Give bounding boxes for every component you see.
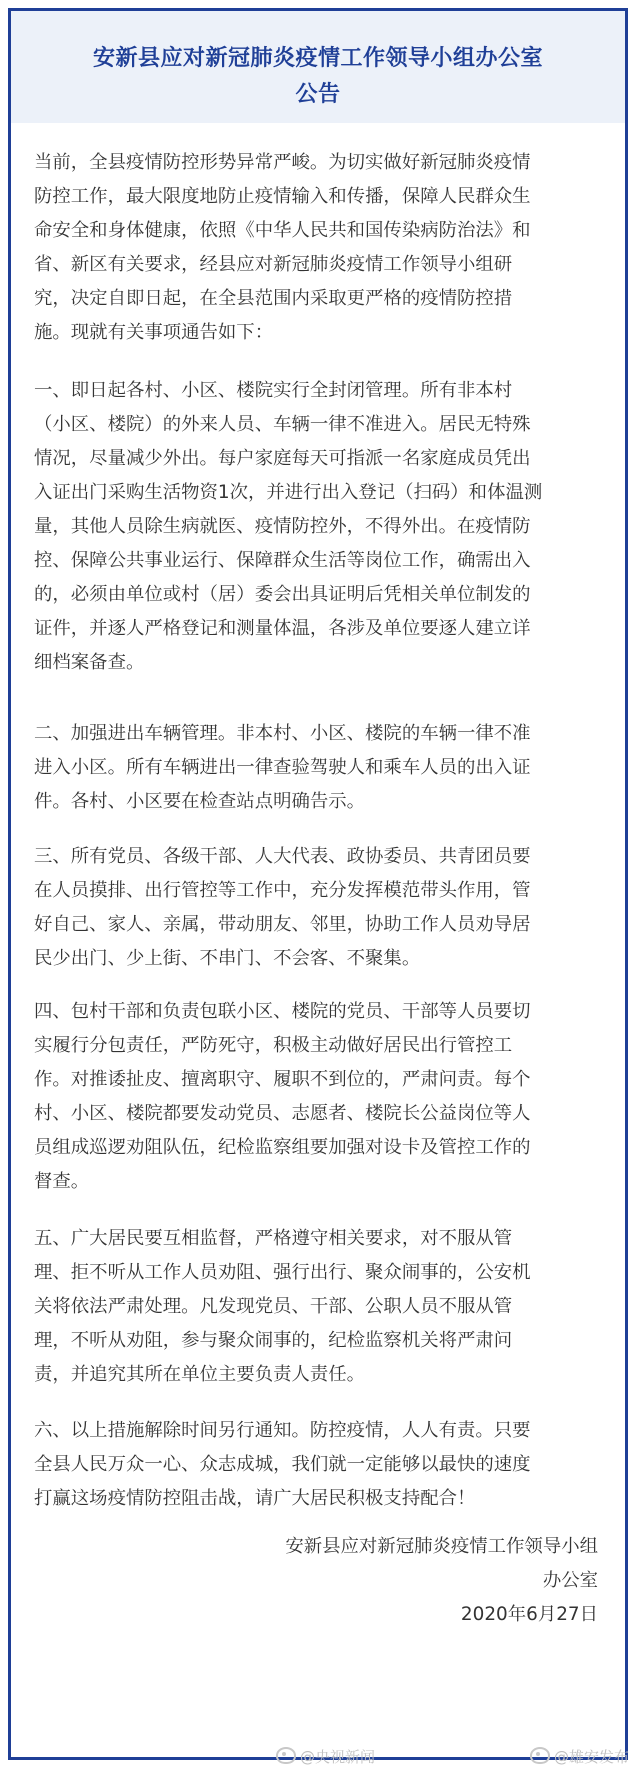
announcement-header [11,11,625,123]
text-line: 究，决定自即日起，在全县范围内采取更严格的疫情防控措 [34,288,513,309]
text-line: 情况，尽量减少外出。每户家庭每天可指派一名家庭成员凭出 [34,448,531,469]
announcement-title: 公告 [295,82,341,107]
text-line: 好自己、家人、亲属，带动朋友、邻里，协助工作人员劝导居 [34,914,531,935]
text-line: 三、所有党员、各级干部、人大代表、政协委员、共青团员要 [34,846,531,867]
text-line: 员组成巡逻劝阻队伍，纪检监察组要加强对设卡及管控工作的 [34,1137,531,1158]
text-line: 理、拒不听从工作人员劝阻、强行出行、聚众闹事的，公安机 [34,1262,531,1283]
watermark-text: @央视新闻 [300,1748,376,1766]
text-line: 进入小区。所有车辆进出一律查验驾驶人和乘车人员的出入证 [34,757,531,778]
text-line: 证件，并逐人严格登记和测量体温，各涉及单位要逐人建立详 [34,618,531,639]
signature-org-line2: 办公室 [542,1570,598,1591]
text-line: 民少出门、少上街、不串门、不会客、不聚集。 [34,948,421,969]
paragraph-item-2 [34,717,610,819]
text-line: 二、加强进出车辆管理。非本村、小区、楼院的车辆一律不准 [34,723,531,744]
watermark-cctv [276,1746,375,1767]
text-line: （小区、楼院）的外来人员、车辆一律不准进入。居民无特殊 [34,414,531,435]
paragraph-item-6 [34,1414,610,1516]
text-line: 在人员摸排、出行管控等工作中，充分发挥模范带头作用，管 [34,880,531,901]
paragraph-item-4 [34,995,610,1199]
text-line: 件。各村、小区要在检查站点明确告示。 [34,791,366,812]
weibo-icon [530,1747,550,1764]
text-line: 的，必须由单位或村（居）委会出具证明后凭相关单位制发的 [34,584,531,605]
text-line: 六、以上措施解除时间另行通知。防控疫情，人人有责。只要 [34,1420,531,1441]
text-line: 督查。 [34,1171,90,1192]
text-line: 理，不听从劝阻，参与聚众闹事的，纪检监察机关将严肃问 [34,1330,513,1351]
text-line: 省、新区有关要求，经县应对新冠肺炎疫情工作领导小组研 [34,254,513,275]
text-line: 五、广大居民要互相监督，严格遵守相关要求，对不服从管 [34,1228,513,1249]
text-line: 作。对推诿扯皮、擅离职守、履职不到位的，严肃问责。每个 [34,1069,531,1090]
watermark-text: @雄安发布 [554,1748,630,1766]
watermark-xiongan [530,1746,629,1767]
text-line: 责，并追究其所在单位主要负责人责任。 [34,1364,366,1385]
text-line: 细档案备查。 [34,652,145,673]
text-line: 控、保障公共事业运行、保障群众生活等岗位工作，确需出入 [34,550,531,571]
text-line: 命安全和身体健康，依照《中华人民共和国传染病防治法》和 [34,220,531,241]
text-line: 一、即日起各村、小区、楼院实行全封闭管理。所有非本村 [34,380,513,401]
text-line: 量，其他人员除生病就医、疫情防控外，不得外出。在疫情防 [34,516,531,537]
paragraph-item-5 [34,1222,610,1392]
paragraph-intro [34,146,610,350]
text-line: 入证出门采购生活物资1次，并进行出入登记（扫码）和体温测 [34,482,543,503]
text-line: 施。现就有关事项通告如下： [34,322,274,343]
text-line: 实履行分包责任，严防死守，积极主动做好居民出行管控工 [34,1035,513,1056]
signature-org-line1: 安新县应对新冠肺炎疫情工作领导小组 [285,1536,598,1557]
text-line: 打赢这场疫情防控阻击战，请广大居民积极支持配合！ [34,1488,476,1509]
text-line: 村、小区、楼院都要发动党员、志愿者、楼院长公益岗位等人 [34,1103,531,1124]
issuer-title: 安新县应对新冠肺炎疫情工作领导小组办公室 [92,46,543,71]
text-line: 防控工作，最大限度地防止疫情输入和传播，保障人民群众生 [34,186,531,207]
signature-date: 2020年6月27日 [460,1604,598,1625]
paragraph-item-3 [34,840,610,976]
text-line: 关将依法严肃处理。凡发现党员、干部、公职人员不服从管 [34,1296,513,1317]
signature-block [178,1530,598,1632]
text-line: 当前，全县疫情防控形势异常严峻。为切实做好新冠肺炎疫情 [34,152,531,173]
weibo-icon [276,1747,296,1764]
text-line: 四、包村干部和负责包联小区、楼院的党员、干部等人员要切 [34,1001,531,1022]
text-line: 全县人民万众一心、众志成城，我们就一定能够以最快的速度 [34,1454,531,1475]
paragraph-item-1 [34,374,610,680]
